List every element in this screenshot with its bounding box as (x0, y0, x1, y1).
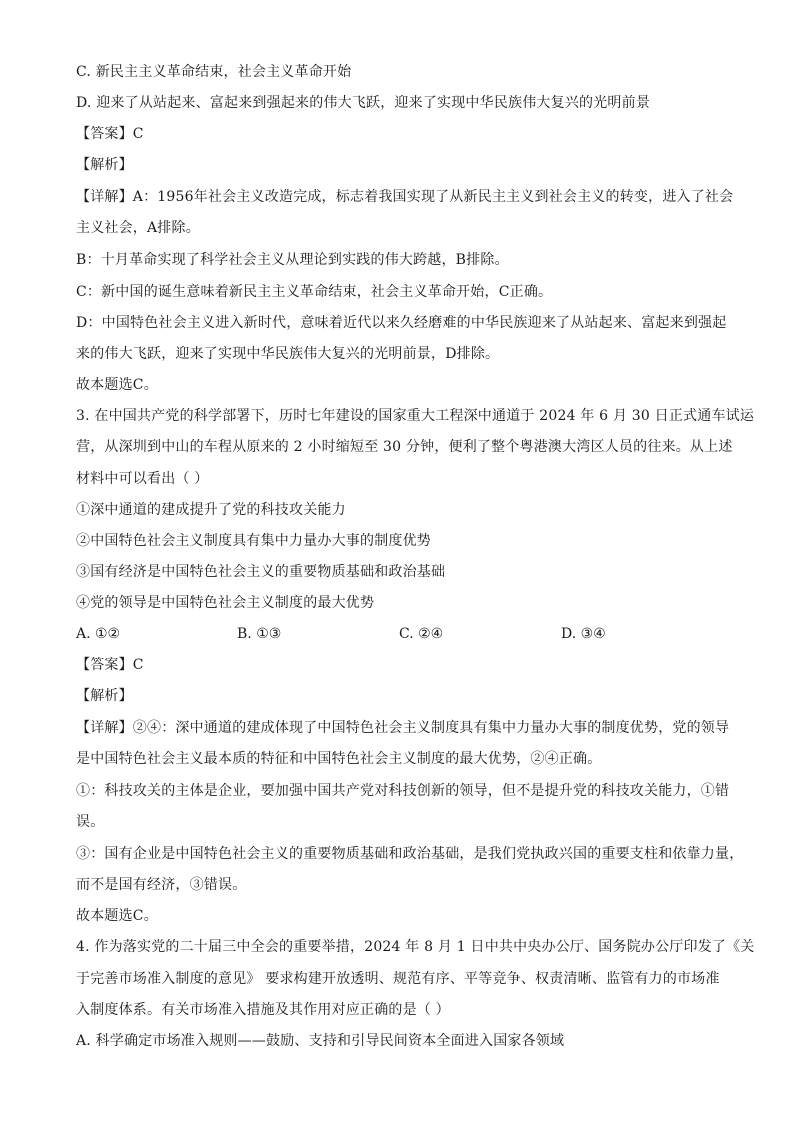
q3-statement: ③国有经济是中国特色社会主义的重要物质基础和政治基础 (76, 564, 446, 580)
q3-answer: 【答案】C (76, 657, 144, 673)
q2-conclusion: 故本题选C。 (76, 377, 158, 393)
q3-stem-line: 3. 在中国共产党的科学部署下，历时七年建设的国家重大工程深中通道于 2024 年 6 月 30 日正式通车试运 (76, 408, 755, 424)
q3-options (76, 624, 726, 644)
q2-analysis-label: 【解析】 (76, 157, 133, 173)
q3-detail-line: 误。 (76, 814, 105, 830)
q2-detail-line: C：新中国的诞生意味着新民主主义革命结束，社会主义革命开始，C正确。 (76, 284, 553, 300)
q3-option-a: A. ①② (76, 626, 121, 642)
q3-stem-line: 材料中可以看出（ ） (76, 471, 209, 487)
q3-conclusion: 故本题选C。 (76, 908, 158, 924)
q3-statement: ①深中通道的建成提升了党的科技攻关能力 (76, 502, 346, 518)
q2-detail-line: 来的伟大飞跃，迎来了实现中华民族伟大复兴的光明前景，D排除。 (76, 346, 500, 362)
q3-option-c: C. ②④ (399, 626, 444, 642)
q3-statement: ④党的领导是中国特色社会主义制度的最大优势 (76, 595, 375, 611)
q4-stem-line: 于完善市场准入制度的意见》 要求构建开放透明、规范有序、平等竞争、权责清晰、监管有力的市场准 (76, 971, 720, 987)
q2-detail-line: 【详解】A：1956年社会主义改造完成，标志着我国实现了从新民主主义到社会主义的转变，进入了社会 (76, 189, 734, 205)
q3-detail-line: 而不是国有经济，③错误。 (76, 877, 247, 893)
q4-option-a: A. 科学确定市场准入规则——鼓励、支持和引导民间资本全面进入国家各领域 (76, 1033, 565, 1049)
q3-statement: ②中国特色社会主义制度具有集中力量办大事的制度优势 (76, 533, 431, 549)
q2-detail-line: B：十月革命实现了科学社会主义从理论到实践的伟大跨越，B排除。 (76, 252, 509, 268)
q4-stem-line: 4. 作为落实党的二十届三中全会的重要举措，2024 年 8 月 1 日中共中央办公厅、国务院办公厅印发了《关 (76, 939, 755, 955)
q3-stem-line: 营，从深圳到中山的车程从原来的 2 小时缩短至 30 分钟，便利了整个粤港澳大湾区人员的往来。从上述 (76, 439, 733, 455)
q3-option-d: D. ③④ (561, 626, 606, 642)
q2-answer: 【答案】C (76, 126, 144, 142)
q2-detail-line: D：中国特色社会主义进入新时代，意味着近代以来久经磨难的中华民族迎来了从站起来、富起来到强起 (76, 315, 727, 331)
q3-detail-line: 【详解】②④：深中通道的建成体现了中国特色社会主义制度具有集中力量办大事的制度优势，党的领导 (76, 720, 730, 736)
q3-option-b: B. ①③ (237, 626, 282, 642)
q3-detail-line: ①：科技攻关的主体是企业，要加强中国共产党对科技创新的领导，但不是提升党的科技攻关能力，①错 (76, 783, 730, 799)
q3-detail-line: ③：国有企业是中国特色社会主义的重要物质基础和政治基础，是我们党执政兴国的重要支柱和依靠力量， (76, 846, 744, 862)
q2-option-d: D. 迎来了从站起来、富起来到强起来的伟大飞跃，迎来了实现中华民族伟大复兴的光明前景 (76, 95, 651, 111)
q3-detail-line: 是中国特色社会主义最本质的特征和中国特色社会主义制度的最大优势，②④正确。 (76, 751, 602, 767)
q2-option-c: C. 新民主主义革命结束，社会主义革命开始 (76, 64, 352, 80)
q2-detail-line: 主义社会，A排除。 (76, 220, 200, 236)
q3-analysis-label: 【解析】 (76, 688, 133, 704)
q4-stem-line: 入制度体系。有关市场准入措施及其作用对应正确的是（ ） (76, 1002, 450, 1018)
